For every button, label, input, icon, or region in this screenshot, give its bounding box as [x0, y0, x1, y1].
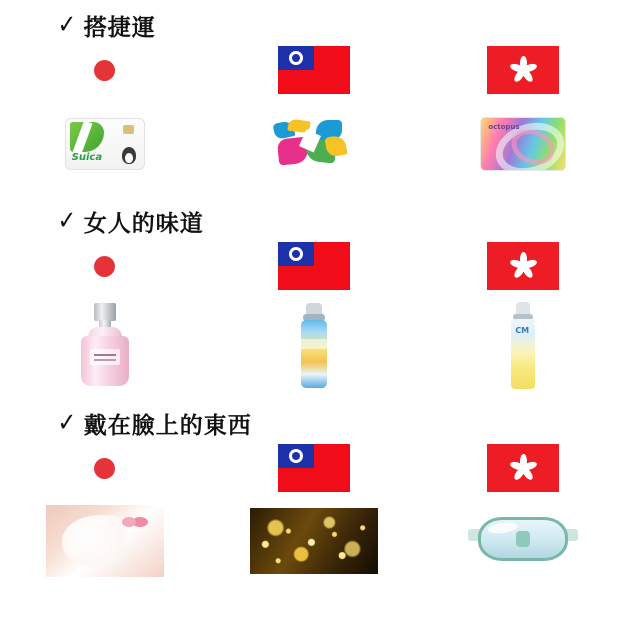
hongkong-flag	[487, 444, 559, 492]
taiwan-flag	[278, 242, 350, 290]
taiwan-flag-sun-center	[292, 250, 300, 258]
flag-cell-hongkong	[419, 238, 628, 294]
octopus-card	[480, 117, 566, 171]
item-cell-easycard	[209, 98, 418, 190]
flag-cell-japan	[0, 238, 209, 294]
japan-flag	[82, 55, 128, 86]
goggle-bridge	[516, 531, 530, 547]
flag-row	[0, 238, 628, 294]
perfume-bottle	[70, 303, 140, 389]
section-women-scent	[0, 190, 628, 398]
suica-card	[65, 118, 145, 170]
check-icon: ✓	[57, 206, 77, 236]
suica-logo-text: Suica	[71, 152, 103, 163]
section-title: 女人的味道	[83, 210, 204, 237]
facial-foam-photo	[46, 505, 164, 577]
flag-row	[0, 42, 628, 98]
octopus-logo-text: octopus	[488, 123, 520, 131]
flag-cell-taiwan	[209, 440, 418, 496]
flag-cell-hongkong	[419, 42, 628, 98]
flag-cell-japan	[0, 42, 209, 98]
bauhinia-icon	[509, 56, 537, 84]
hair-bow-icon	[132, 517, 148, 527]
bauhinia-icon	[509, 454, 537, 482]
japan-flag	[82, 453, 128, 484]
japan-flag-disc	[94, 458, 115, 479]
item-row-transit	[0, 98, 628, 190]
taiwan-flag	[278, 46, 350, 94]
section-heading	[0, 406, 628, 440]
taiwan-flag-sun-center	[292, 452, 300, 460]
safety-goggles-photo	[468, 509, 578, 573]
item-row-face	[0, 496, 628, 586]
body-mist-spray	[506, 302, 540, 390]
taiwan-flag-sun-center	[292, 54, 300, 62]
flag-cell-japan	[0, 440, 209, 496]
item-cell-facial-foam	[0, 496, 209, 586]
flag-cell-taiwan	[209, 42, 418, 98]
japan-flag-disc	[94, 256, 115, 277]
check-icon: ✓	[57, 10, 77, 40]
japan-flag	[82, 251, 128, 282]
japan-flag-disc	[94, 60, 115, 81]
perfume-label	[90, 349, 120, 365]
hongkong-flag	[487, 242, 559, 290]
item-cell-body-mist	[419, 294, 628, 398]
flag-cell-hongkong	[419, 440, 628, 496]
ic-chip-icon	[123, 125, 134, 134]
item-cell-suica	[0, 98, 209, 190]
flag-cell-taiwan	[209, 238, 418, 294]
hongkong-flag	[487, 46, 559, 94]
section-heading	[0, 8, 628, 42]
bauhinia-icon	[509, 252, 537, 280]
section-title: 戴在臉上的東西	[83, 412, 252, 439]
section-title: 搭捷運	[83, 14, 156, 41]
item-cell-gold-mask	[209, 496, 418, 586]
item-cell-octopus	[419, 98, 628, 190]
section-transit	[0, 0, 628, 190]
penguin-icon	[122, 147, 136, 164]
item-row-scent	[0, 294, 628, 398]
taiwan-flag	[278, 444, 350, 492]
item-cell-perfume	[0, 294, 209, 398]
check-icon: ✓	[57, 408, 77, 438]
item-cell-air-freshener	[209, 294, 418, 398]
air-freshener-spray	[297, 303, 331, 389]
flag-row	[0, 440, 628, 496]
body-mist-brand-text: CM	[515, 326, 530, 335]
section-face-items	[0, 398, 628, 586]
section-heading	[0, 204, 628, 238]
easycard	[272, 118, 356, 170]
item-cell-goggles	[419, 496, 628, 586]
gold-mask-photo	[250, 508, 378, 574]
